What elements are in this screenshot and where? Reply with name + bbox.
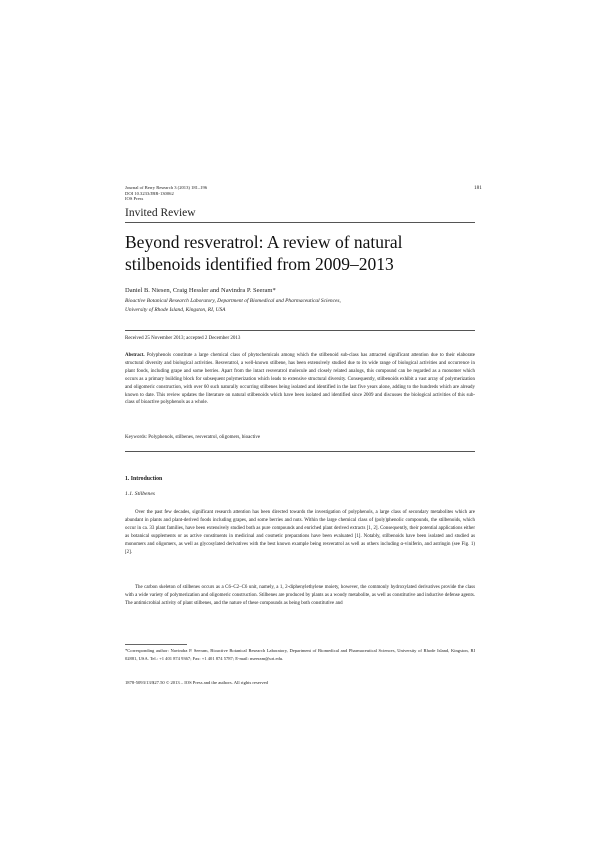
received-dates: Received 25 November 2013; accepted 2 December 2013 xyxy=(125,336,241,341)
abstract-label: Abstract. xyxy=(125,353,145,358)
subsection-heading-stilbenes: 1.1. Stilbenes xyxy=(125,491,155,497)
body-paragraph-1: Over the past few decades, significant research attention has been directed towards the investigation of polyphenols, a large class of secondary metabolites which are abundant in plants and plant-derived foods including grapes, and some berries and nuts. Within the large chemical class of (poly)phenolic compounds, the stilbenoids, which occur in ca. 33 plant families, have been extensively studied both as pure compounds and enriched plant derived extracts [1, 2]. Consequently, their potential applications either as botanical supplements or as active constituents in medicinal and cosmetic preparations have been evaluated [1]. Notably, stilbenoids have been isolated and studied as monomers and oligomers, as well as glycosylated derivatives with the best known example being resveratrol as well as others including α-viniferin, and astringin (see Fig. 1) [2]. xyxy=(125,510,475,555)
journal-info xyxy=(125,185,207,202)
section-heading-introduction: 1. Introduction xyxy=(125,476,163,482)
journal-citation: Journal of Berry Research 3 (2013) 181–196 xyxy=(125,185,208,190)
body-paragraph-2: The carbon skeleton of stilbenes occurs as a C6–C2–C6 unit, namely, a 1, 2-diphenylethylene moiety, however, the commonly hydroxylated derivatives provide the class with a wide variety of polymerization and oligomeric construction. Stilbenes are produced by plants as a woody metabolite, as well as constitutive and inductive defense agents. The antimicrobial activity of plant stilbenes, and the nature of these compounds as being both constitutive and xyxy=(125,585,475,606)
abstract xyxy=(125,352,475,407)
footnote-divider xyxy=(125,644,187,645)
article-title xyxy=(125,231,475,275)
title-line-2: stilbenoids identified from 2009–2013 xyxy=(125,254,394,274)
abstract-text: Polyphenols constitute a large chemical class of phytochemicals among which the stilbenoid sub-class has attracted significant attention due to their elaborate structural diversity and biological activities. Resveratrol, a well-known stilbene, has been extensively studied due to its wide range of biological activities and occurrence in plant foods, including grape and some berries. Apart from the intact resveratrol molecule and closely related analogs, this compound can be regarded as a monomer which occurs as a primary building block for subsequent polymerization which leads to extensive structural diversity. Consequently, stilbenoids exhibit a vast array of polymerization and oligomeric construction, with over 60 such naturally occurring stilbenes being isolated and identified in the last five years alone, adding to the hundreds which are already known to date. This review updates the literature on natural stilbenoids which have been isolated and identified since 2009 and discusses the biological activities of this sub-class of bioactive polyphenols as a whole. xyxy=(125,353,475,406)
author-list: Daniel B. Niesen, Craig Hessler and Navindra P. Seeram* xyxy=(125,287,276,294)
affiliation-line-1: Bioactive Botanical Research Laboratory, Department of Biomedical and Pharmaceutical Sciences, xyxy=(125,298,341,304)
journal-doi: DOI 10.3233/JBR-130062 xyxy=(125,190,174,196)
keywords: Keywords: Polyphenols, stilbenes, resveratrol, oligomers, bioactive xyxy=(125,435,261,440)
abstract-divider xyxy=(125,451,475,452)
header-divider xyxy=(125,222,475,223)
journal-publisher: IOS Press xyxy=(125,196,144,202)
page-number: 181 xyxy=(474,185,482,191)
corresponding-author-footnote: *Corresponding author: Navindra P. Seeram, Bioactive Botanical Research Laboratory, Department of Biomedical and Pharmaceutical Sciences, University of Rhode Island, Kingston, RI 02881, USA. Tel.: +1 401 874 9367; Fax: +1 401 874 5787; E-mail: nseeram@uri.edu. xyxy=(125,648,475,661)
author-affiliation xyxy=(125,297,341,315)
title-line-1: Beyond resveratrol: A review of natural xyxy=(125,232,403,252)
metadata-divider xyxy=(125,330,475,331)
affiliation-line-2: University of Rhode Island, Kingston, RI, USA xyxy=(125,306,226,313)
article-type-label: Invited Review xyxy=(125,207,196,219)
copyright-line: 1878-5093/13/$27.50 © 2013 – IOS Press and the authors. All rights reserved xyxy=(125,680,268,685)
